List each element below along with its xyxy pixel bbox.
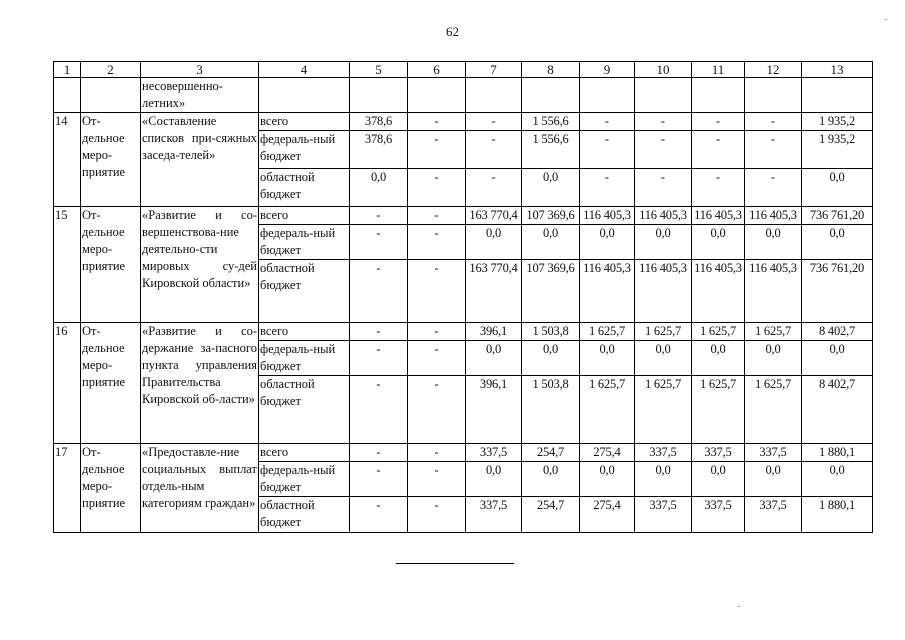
value-text: - (660, 114, 666, 128)
value-text: - (376, 445, 381, 459)
value-text: - (376, 498, 381, 512)
value-cell (408, 376, 466, 444)
funding-source-label: федераль-ный бюджет (259, 341, 350, 376)
value-cell (635, 376, 692, 444)
value-text: 0,0 (599, 463, 615, 477)
value-text: 254,7 (536, 498, 565, 512)
value-cell (580, 131, 635, 169)
column-header-9: 9 (580, 62, 635, 78)
scan-speck (738, 606, 740, 607)
continuation-row (54, 78, 873, 113)
value-text: 0,0 (829, 170, 845, 184)
value-cell (408, 113, 466, 131)
value-text: 337,5 (649, 498, 677, 512)
value-cell (522, 323, 580, 341)
value-cell (580, 341, 635, 376)
value-cell (350, 113, 408, 131)
value-text: 396,1 (479, 377, 508, 391)
value-cell (692, 462, 745, 497)
bottom-rule (396, 563, 514, 564)
value-text: 116 405,3 (749, 208, 797, 222)
value-cell (466, 225, 522, 260)
cell-empty (54, 78, 81, 113)
value-cell (466, 169, 522, 207)
value-cell (692, 444, 745, 462)
value-text: - (376, 324, 381, 338)
funding-source-label: федераль-ный бюджет (259, 225, 350, 260)
value-cell (692, 260, 745, 323)
value-text: 254,7 (536, 445, 565, 459)
value-cell (580, 207, 635, 225)
value-text: 116 405,3 (583, 208, 631, 222)
section-type: От-дельное меро-приятие (81, 207, 141, 323)
cell-empty (635, 78, 692, 113)
value-cell (350, 444, 408, 462)
value-cell (466, 113, 522, 131)
section-type: От-дельное меро-приятие (81, 113, 141, 207)
value-cell (522, 225, 580, 260)
value-cell (350, 225, 408, 260)
value-cell (745, 260, 802, 323)
cell-empty (466, 78, 522, 113)
value-text: 736 761,20 (809, 208, 865, 222)
continuation-name: несовершенно-летних» (141, 78, 259, 113)
cell-empty (802, 78, 873, 113)
value-text: 116 405,3 (694, 208, 742, 222)
value-text: 1 625,7 (588, 377, 626, 391)
column-header-1: 1 (54, 62, 81, 78)
value-cell (692, 376, 745, 444)
value-cell (635, 323, 692, 341)
value-text: 0,0 (710, 342, 726, 356)
value-cell (580, 497, 635, 533)
value-text: 378,6 (364, 132, 393, 146)
value-text: 0,0 (370, 170, 387, 184)
value-cell (745, 462, 802, 497)
value-text: 116 405,3 (639, 208, 687, 222)
value-cell (580, 225, 635, 260)
value-text: 1 935,2 (818, 132, 856, 146)
value-cell (466, 131, 522, 169)
value-text: 337,5 (704, 498, 732, 512)
value-cell (745, 113, 802, 131)
value-cell (350, 169, 408, 207)
value-cell (745, 169, 802, 207)
cell-empty (522, 78, 580, 113)
value-text: 0,0 (829, 342, 845, 356)
section-name: «Предоставле-ние социальных выплат отдель-ным категориям граждан» (141, 444, 259, 533)
section-14-row-1 (54, 113, 873, 131)
value-cell (350, 376, 408, 444)
value-text: 0,0 (765, 226, 781, 240)
value-cell (522, 341, 580, 376)
value-text: - (434, 226, 439, 240)
value-cell (522, 131, 580, 169)
value-text: - (491, 132, 496, 146)
value-text: 116 405,3 (694, 261, 742, 275)
value-text: 0,0 (765, 463, 781, 477)
value-text: - (491, 114, 496, 128)
value-cell (745, 207, 802, 225)
value-cell (802, 113, 873, 131)
column-header-4: 4 (259, 62, 350, 78)
cell-empty (580, 78, 635, 113)
value-cell (350, 462, 408, 497)
section-16-row-1 (54, 323, 873, 341)
value-cell (580, 113, 635, 131)
value-text: 0,0 (542, 342, 559, 356)
value-text: 0,0 (829, 463, 845, 477)
value-text: - (660, 170, 666, 184)
value-text: 275,4 (593, 445, 621, 459)
value-text: - (434, 342, 439, 356)
value-cell (802, 341, 873, 376)
column-header-8: 8 (522, 62, 580, 78)
value-cell (745, 323, 802, 341)
value-cell (522, 444, 580, 462)
funding-source-label: федераль-ный бюджет (259, 131, 350, 169)
value-text: 396,1 (479, 324, 508, 338)
value-cell (692, 131, 745, 169)
value-cell (522, 113, 580, 131)
value-cell (802, 131, 873, 169)
section-number: 15 (54, 207, 81, 323)
value-cell (408, 497, 466, 533)
value-cell (802, 169, 873, 207)
value-text: 116 405,3 (583, 261, 631, 275)
value-text: 1 625,7 (699, 324, 737, 338)
value-cell (466, 323, 522, 341)
value-text: 337,5 (759, 445, 787, 459)
funding-source-label: областной бюджет (259, 376, 350, 444)
value-text: - (660, 132, 666, 146)
value-text: - (434, 377, 439, 391)
value-text: - (770, 132, 776, 146)
value-text: - (770, 114, 776, 128)
value-text: 337,5 (649, 445, 677, 459)
value-cell (408, 169, 466, 207)
value-cell (350, 497, 408, 533)
value-cell (522, 497, 580, 533)
value-text: - (434, 463, 439, 477)
section-name: «Составление списков при-сяжных заседа-телей» (141, 113, 259, 207)
value-text: 107 369,6 (526, 208, 575, 222)
value-text: - (604, 114, 610, 128)
value-cell (745, 444, 802, 462)
value-cell (466, 444, 522, 462)
value-text: - (604, 170, 610, 184)
value-cell (408, 462, 466, 497)
cell-empty (259, 78, 350, 113)
value-cell (635, 497, 692, 533)
column-header-10: 10 (635, 62, 692, 78)
value-cell (350, 323, 408, 341)
value-text: - (434, 445, 439, 459)
value-text: 337,5 (704, 445, 732, 459)
value-cell (692, 169, 745, 207)
value-cell (692, 113, 745, 131)
value-text: - (376, 261, 381, 275)
value-text: 1 625,7 (588, 324, 626, 338)
value-cell (522, 376, 580, 444)
value-text: 0,0 (655, 226, 671, 240)
cell-empty (745, 78, 802, 113)
funding-source-label: всего (259, 207, 350, 225)
value-cell (350, 341, 408, 376)
value-cell (580, 169, 635, 207)
value-text: 0,0 (485, 226, 502, 240)
value-text: 1 625,7 (644, 324, 682, 338)
value-cell (522, 207, 580, 225)
value-cell (635, 131, 692, 169)
value-cell (802, 497, 873, 533)
value-cell (580, 462, 635, 497)
value-cell (692, 207, 745, 225)
value-text: - (376, 226, 381, 240)
value-text: 107 369,6 (526, 261, 575, 275)
value-text: 1 503,8 (532, 324, 569, 338)
value-text: - (715, 132, 721, 146)
value-cell (522, 462, 580, 497)
value-text: 337,5 (759, 498, 787, 512)
value-text: 1 880,1 (818, 498, 856, 512)
value-cell (580, 444, 635, 462)
value-text: - (376, 377, 381, 391)
value-text: 8 402,7 (818, 324, 856, 338)
value-cell (635, 169, 692, 207)
value-cell (802, 260, 873, 323)
section-type: От-дельное меро-приятие (81, 323, 141, 444)
value-cell (635, 341, 692, 376)
column-header-6: 6 (408, 62, 466, 78)
value-cell (522, 260, 580, 323)
value-cell (350, 131, 408, 169)
value-cell (802, 376, 873, 444)
value-text: 1 625,7 (644, 377, 682, 391)
section-number: 17 (54, 444, 81, 533)
value-cell (802, 462, 873, 497)
value-text: 0,0 (710, 463, 726, 477)
value-text: 0,0 (485, 342, 502, 356)
value-text: 1 625,7 (754, 377, 792, 391)
value-text: 0,0 (765, 342, 781, 356)
value-cell (635, 260, 692, 323)
value-text: 275,4 (593, 498, 621, 512)
value-text: - (434, 324, 439, 338)
value-cell (466, 376, 522, 444)
value-text: 1 503,8 (532, 377, 569, 391)
value-cell (408, 444, 466, 462)
value-text: - (604, 132, 610, 146)
value-text: 337,5 (479, 498, 508, 512)
value-cell (408, 341, 466, 376)
section-type: От-дельное меро-приятие (81, 444, 141, 533)
value-cell (802, 207, 873, 225)
funding-source-label: всего (259, 113, 350, 131)
column-header-13: 13 (802, 62, 873, 78)
column-header-12: 12 (745, 62, 802, 78)
value-cell (522, 169, 580, 207)
value-cell (350, 260, 408, 323)
value-cell (580, 376, 635, 444)
section-17-row-1 (54, 444, 873, 462)
value-cell (580, 260, 635, 323)
value-text: 0,0 (655, 342, 671, 356)
value-cell (408, 131, 466, 169)
value-cell (350, 207, 408, 225)
value-text: 1 880,1 (818, 445, 856, 459)
cell-empty (350, 78, 408, 113)
section-number: 16 (54, 323, 81, 444)
value-cell (745, 497, 802, 533)
value-text: 0,0 (542, 170, 559, 184)
value-cell (692, 323, 745, 341)
value-cell (745, 341, 802, 376)
value-text: - (376, 463, 381, 477)
scan-speck (885, 19, 887, 20)
value-cell (802, 444, 873, 462)
value-text: 0,0 (485, 463, 502, 477)
value-text: 116 405,3 (749, 261, 797, 275)
value-cell (692, 341, 745, 376)
value-cell (802, 225, 873, 260)
value-text: 0,0 (599, 226, 615, 240)
cell-empty (408, 78, 466, 113)
value-text: 116 405,3 (639, 261, 687, 275)
section-15-row-1 (54, 207, 873, 225)
section-number: 14 (54, 113, 81, 207)
value-cell (635, 207, 692, 225)
value-cell (408, 323, 466, 341)
value-cell (635, 113, 692, 131)
column-header-2: 2 (81, 62, 141, 78)
value-cell (802, 323, 873, 341)
value-cell (745, 376, 802, 444)
value-cell (692, 225, 745, 260)
value-text: 0,0 (829, 226, 845, 240)
value-text: - (376, 342, 381, 356)
funding-source-label: областной бюджет (259, 260, 350, 323)
value-text: 736 761,20 (809, 261, 865, 275)
value-cell (580, 323, 635, 341)
value-text: 0,0 (542, 463, 559, 477)
value-cell (635, 444, 692, 462)
column-header-3: 3 (141, 62, 259, 78)
value-text: - (434, 114, 439, 128)
value-cell (692, 497, 745, 533)
value-text: 0,0 (542, 226, 559, 240)
column-header-5: 5 (350, 62, 408, 78)
value-text: 1 625,7 (754, 324, 792, 338)
value-cell (745, 225, 802, 260)
value-text: - (715, 170, 721, 184)
value-text: 0,0 (655, 463, 671, 477)
value-text: - (434, 132, 439, 146)
value-text: 0,0 (599, 342, 615, 356)
value-cell (745, 131, 802, 169)
value-text: - (770, 170, 776, 184)
value-cell (408, 225, 466, 260)
value-cell (408, 207, 466, 225)
value-text: - (434, 261, 439, 275)
value-cell (466, 207, 522, 225)
value-text: 163 770,4 (469, 261, 518, 275)
value-text: - (434, 208, 439, 222)
funding-source-label: всего (259, 323, 350, 341)
budget-table (53, 61, 873, 533)
column-header-11: 11 (692, 62, 745, 78)
value-text: - (491, 170, 496, 184)
value-text: 1 625,7 (699, 377, 737, 391)
column-header-7: 7 (466, 62, 522, 78)
value-text: 163 770,4 (469, 208, 518, 222)
value-text: - (434, 498, 439, 512)
header-row (54, 62, 873, 78)
value-cell (635, 462, 692, 497)
funding-source-label: федераль-ный бюджет (259, 462, 350, 497)
cell-empty (81, 78, 141, 113)
value-text: 1 556,6 (532, 132, 569, 146)
value-cell (635, 225, 692, 260)
value-text: 8 402,7 (818, 377, 856, 391)
value-cell (466, 497, 522, 533)
value-cell (466, 462, 522, 497)
page-number: 62 (446, 24, 459, 39)
funding-source-label: областной бюджет (259, 497, 350, 533)
value-text: 378,6 (364, 114, 393, 128)
value-text: 337,5 (479, 445, 508, 459)
section-name: «Развитие и со-держание за-пасного пункта управления Правительства Кировской об-ласти» (141, 323, 259, 444)
value-text: - (376, 208, 381, 222)
section-name: «Развитие и со-вершенствова-ние деятельно-сти мировых су-дей Кировской области» (141, 207, 259, 323)
value-text: - (715, 114, 721, 128)
value-text: 1 935,2 (818, 114, 856, 128)
funding-source-label: областной бюджет (259, 169, 350, 207)
funding-source-label: всего (259, 444, 350, 462)
value-text: - (434, 170, 439, 184)
value-cell (466, 341, 522, 376)
value-text: 0,0 (710, 226, 726, 240)
value-cell (466, 260, 522, 323)
value-text: 1 556,6 (532, 114, 569, 128)
value-cell (408, 260, 466, 323)
cell-empty (692, 78, 745, 113)
